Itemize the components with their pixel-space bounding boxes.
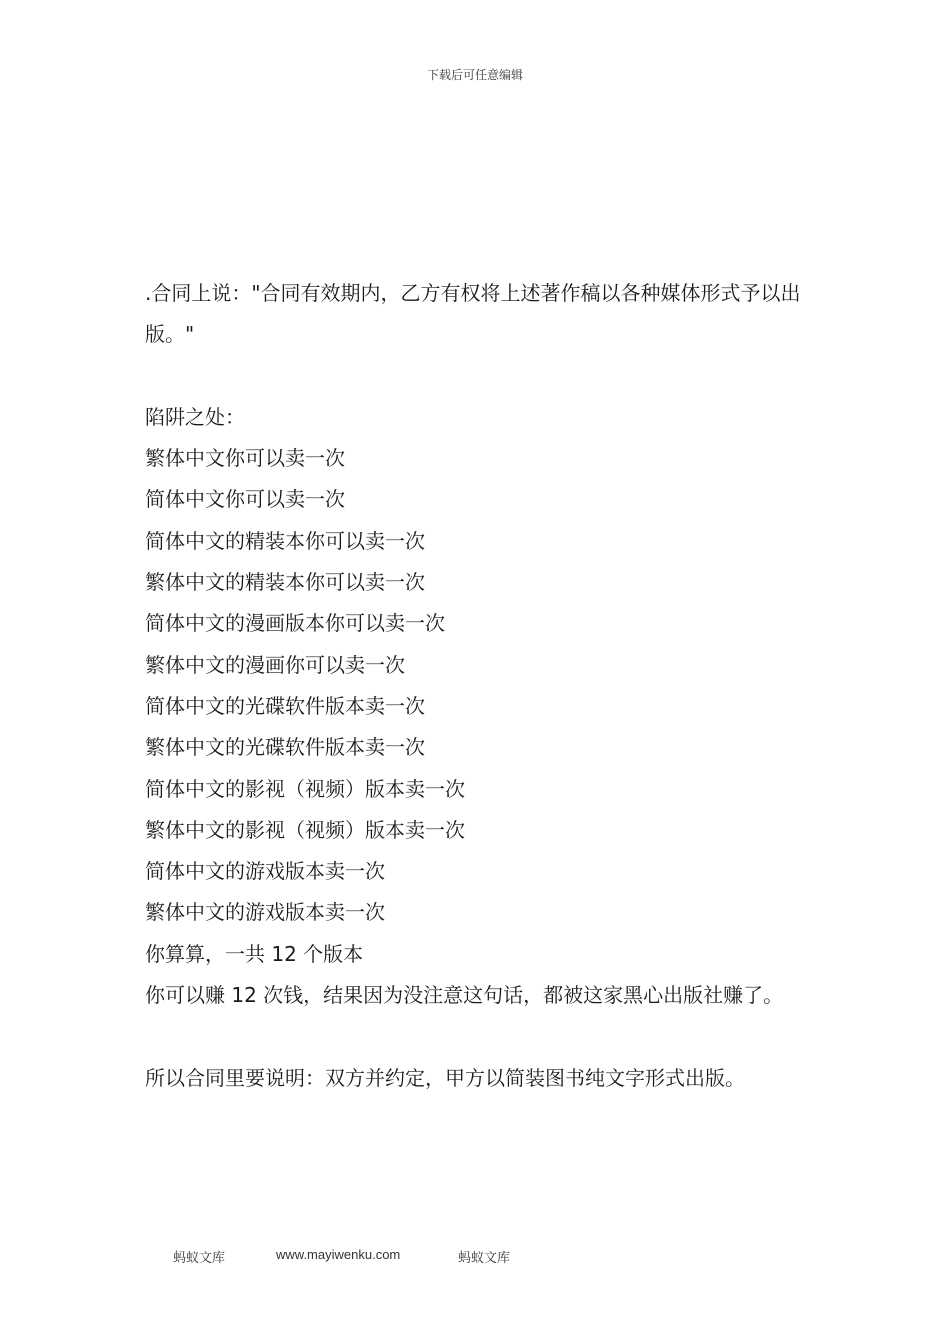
list-item: 繁体中文的精装本你可以卖一次 (145, 570, 425, 595)
list-item: 简体中文的漫画版本你可以卖一次 (145, 611, 445, 636)
page-footer (0, 1247, 950, 1267)
list-item: 繁体中文的影视（视频）版本卖一次 (145, 817, 465, 842)
list-item: 繁体中文你可以卖一次 (145, 446, 345, 471)
trap-title: 陷阱之处： (145, 404, 245, 429)
footer-website-link[interactable]: www.mayiwenku.com (276, 1247, 401, 1262)
intro-paragraph: .合同上说："合同有效期内，乙方有权将上述著作稿以各种媒体形式予以出版。" (145, 281, 801, 347)
earn-paragraph: 你可以赚 12 次钱，结果因为没注意这句话，都被这家黑心出版社赚了。 (145, 983, 784, 1008)
paragraph-gap (145, 1016, 815, 1057)
paragraph-gap (145, 356, 815, 397)
list-item: 繁体中文的光碟软件版本卖一次 (145, 735, 425, 760)
document-body (145, 273, 815, 1099)
list-item: 繁体中文的漫画你可以卖一次 (145, 652, 405, 677)
list-item: 简体中文的游戏版本卖一次 (145, 859, 385, 884)
footer-brand-right: 蚂蚁文库 (458, 1251, 511, 1266)
list-item: 简体中文的精装本你可以卖一次 (145, 528, 425, 553)
list-item: 简体中文的光碟软件版本卖一次 (145, 693, 425, 718)
conclusion-paragraph: 所以合同里要说明：双方并约定，甲方以简装图书纯文字形式出版。 (145, 1065, 745, 1090)
list-item: 简体中文你可以卖一次 (145, 487, 345, 512)
page-header: 下载后可任意编辑 (426, 68, 523, 82)
list-item: 简体中文的影视（视频）版本卖一次 (145, 776, 465, 801)
footer-brand-left: 蚂蚁文库 (173, 1251, 226, 1266)
list-item: 繁体中文的游戏版本卖一次 (145, 900, 385, 925)
list-item: 你算算，一共 12 个版本 (145, 941, 364, 966)
